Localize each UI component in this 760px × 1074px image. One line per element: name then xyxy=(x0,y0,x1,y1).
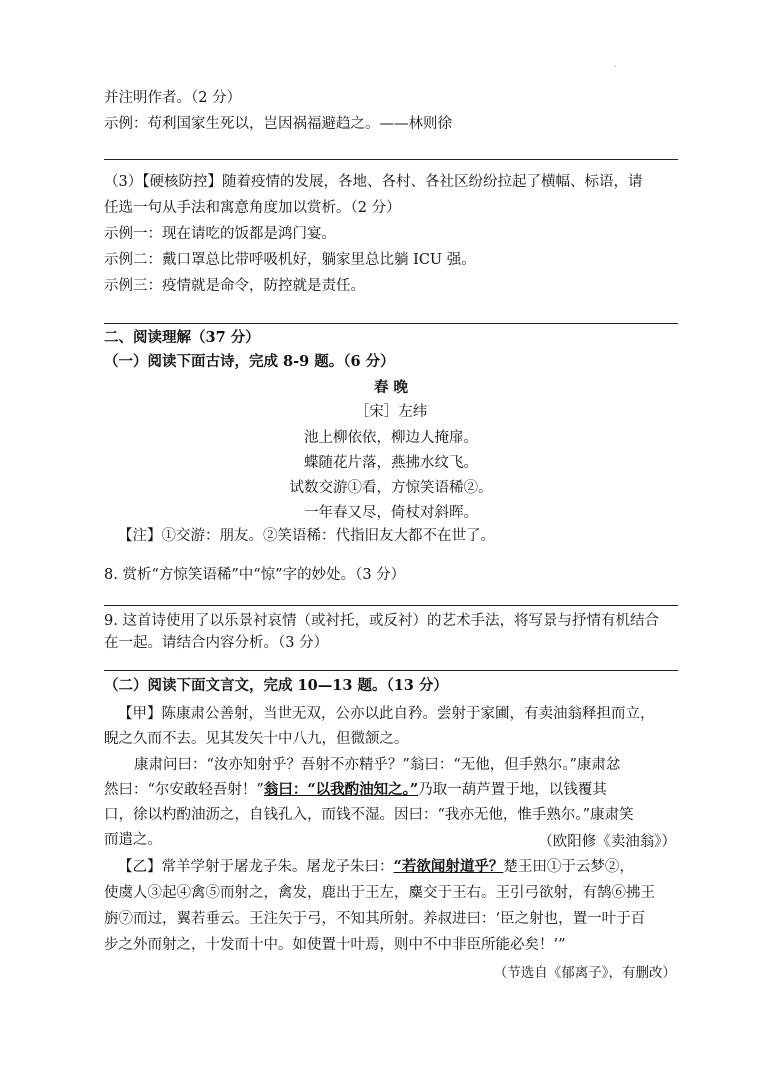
question-8: 8. 赏析“方惊笑语稀”中“惊”字的妙处。（3 分） xyxy=(104,567,406,583)
poem-note: 【注】①交游：朋友。②笑语稀：代指旧友大都不在世了。 xyxy=(118,528,495,544)
jia-line: 康肃问曰：“汝亦知射乎？吾射不亦精乎？”翁曰：“无他，但手熟尔。”康肃忿 xyxy=(134,757,621,773)
q2-example: 示例：苟利国家生死以，岂因祸福避趋之。——林则徐 xyxy=(104,116,452,132)
answer-line xyxy=(104,605,678,606)
answer-line xyxy=(104,159,678,160)
jia-text: 然曰：“尔安敢轻吾射！” xyxy=(104,782,264,798)
poem-line: 蝶随花片落，燕拂水纹飞。 xyxy=(304,455,478,471)
q3-line2: 任选一句从手法和寓意角度加以赏析。（2 分） xyxy=(104,200,401,216)
yi-underlined-sentence: “若欲闻射道乎？ xyxy=(393,858,504,875)
jia-line: 而遣之。 xyxy=(104,832,162,848)
jia-text: 乃取一葫芦置于地，以钱覆其 xyxy=(418,782,607,798)
poem-line: 一年春又尽，倚杖对斜晖。 xyxy=(304,505,478,521)
part1-title: （一）阅读下面古诗，完成 8-9 题。（6 分） xyxy=(104,353,395,370)
jia-line: 【甲】陈康肃公善射，当世无双，公亦以此自矜。尝射于家圃，有卖油翁释担而立， xyxy=(118,706,655,722)
answer-line xyxy=(104,323,678,324)
yi-text: 【乙】常羊学射于屠龙子朱。屠龙子朱曰： xyxy=(118,859,394,875)
part2-title: （二）阅读下面文言文，完成 10—13 题。（13 分） xyxy=(104,677,448,694)
poem-author: ［宋］左纬 xyxy=(354,404,428,420)
page-mark: · xyxy=(614,62,617,71)
question-9-line2: 在一起。请结合内容分析。（3 分） xyxy=(104,635,329,651)
poem-line: 池上柳依依，柳边人掩扉。 xyxy=(304,430,478,446)
yi-line xyxy=(118,857,634,877)
question-9-line1: 9. 这首诗使用了以乐景衬哀情（或衬托，或反衬）的艺术手法，将写景与抒情有机结合 xyxy=(104,613,659,629)
yi-text: 楚王田①于云梦②， xyxy=(503,859,634,875)
jia-source: （欧阳修《卖油翁》） xyxy=(538,834,676,850)
jia-line xyxy=(104,780,607,800)
q3-line1: （3）【硬核防控】随着疫情的发展，各地、各村、各社区纷纷拉起了横幅、标语，请 xyxy=(104,174,643,190)
jia-underlined-sentence: 翁曰：“以我酌油知之。” xyxy=(263,781,419,798)
answer-line xyxy=(104,670,678,671)
poem-title: 春 晚 xyxy=(373,379,409,396)
jia-line: 口，徐以杓酌油沥之，自钱孔入，而钱不湿。因曰：“我亦无他，惟手熟尔。”康肃笑 xyxy=(104,807,634,823)
q3-example-2: 示例二：戴口罩总比带呼吸机好，躺家里总比躺 ICU 强。 xyxy=(104,252,476,268)
yi-line: 步之外而射之，十发而十中。如使置十叶焉，则中不中非臣所能必矣！’” xyxy=(104,937,566,953)
q3-example-3: 示例三：疫情就是命令，防控就是责任。 xyxy=(104,278,365,294)
jia-line: 睨之久而不去。见其发矢十中八九，但微颔之。 xyxy=(104,731,409,747)
yi-line: 旃⑦而过，翼若垂云。王注矢于弓，不知其所射。养叔进曰：‘臣之射也，置一叶于百 xyxy=(104,911,646,927)
yi-source: （节选自《郁离子》，有删改） xyxy=(493,965,676,981)
q2-tail: 并注明作者。（2 分） xyxy=(104,90,242,106)
q3-example-1: 示例一：现在请吃的饭都是鸿门宴。 xyxy=(104,226,336,242)
section2-title: 二、阅读理解（37 分） xyxy=(104,329,260,346)
yi-line: 使虞人③起④禽⑤而射之，禽发，鹿出于王左，麋交于王右。王引弓欲射，有鹄⑥拂王 xyxy=(104,885,655,901)
poem-line: 试数交游①看，方惊笑语稀②。 xyxy=(289,480,493,496)
